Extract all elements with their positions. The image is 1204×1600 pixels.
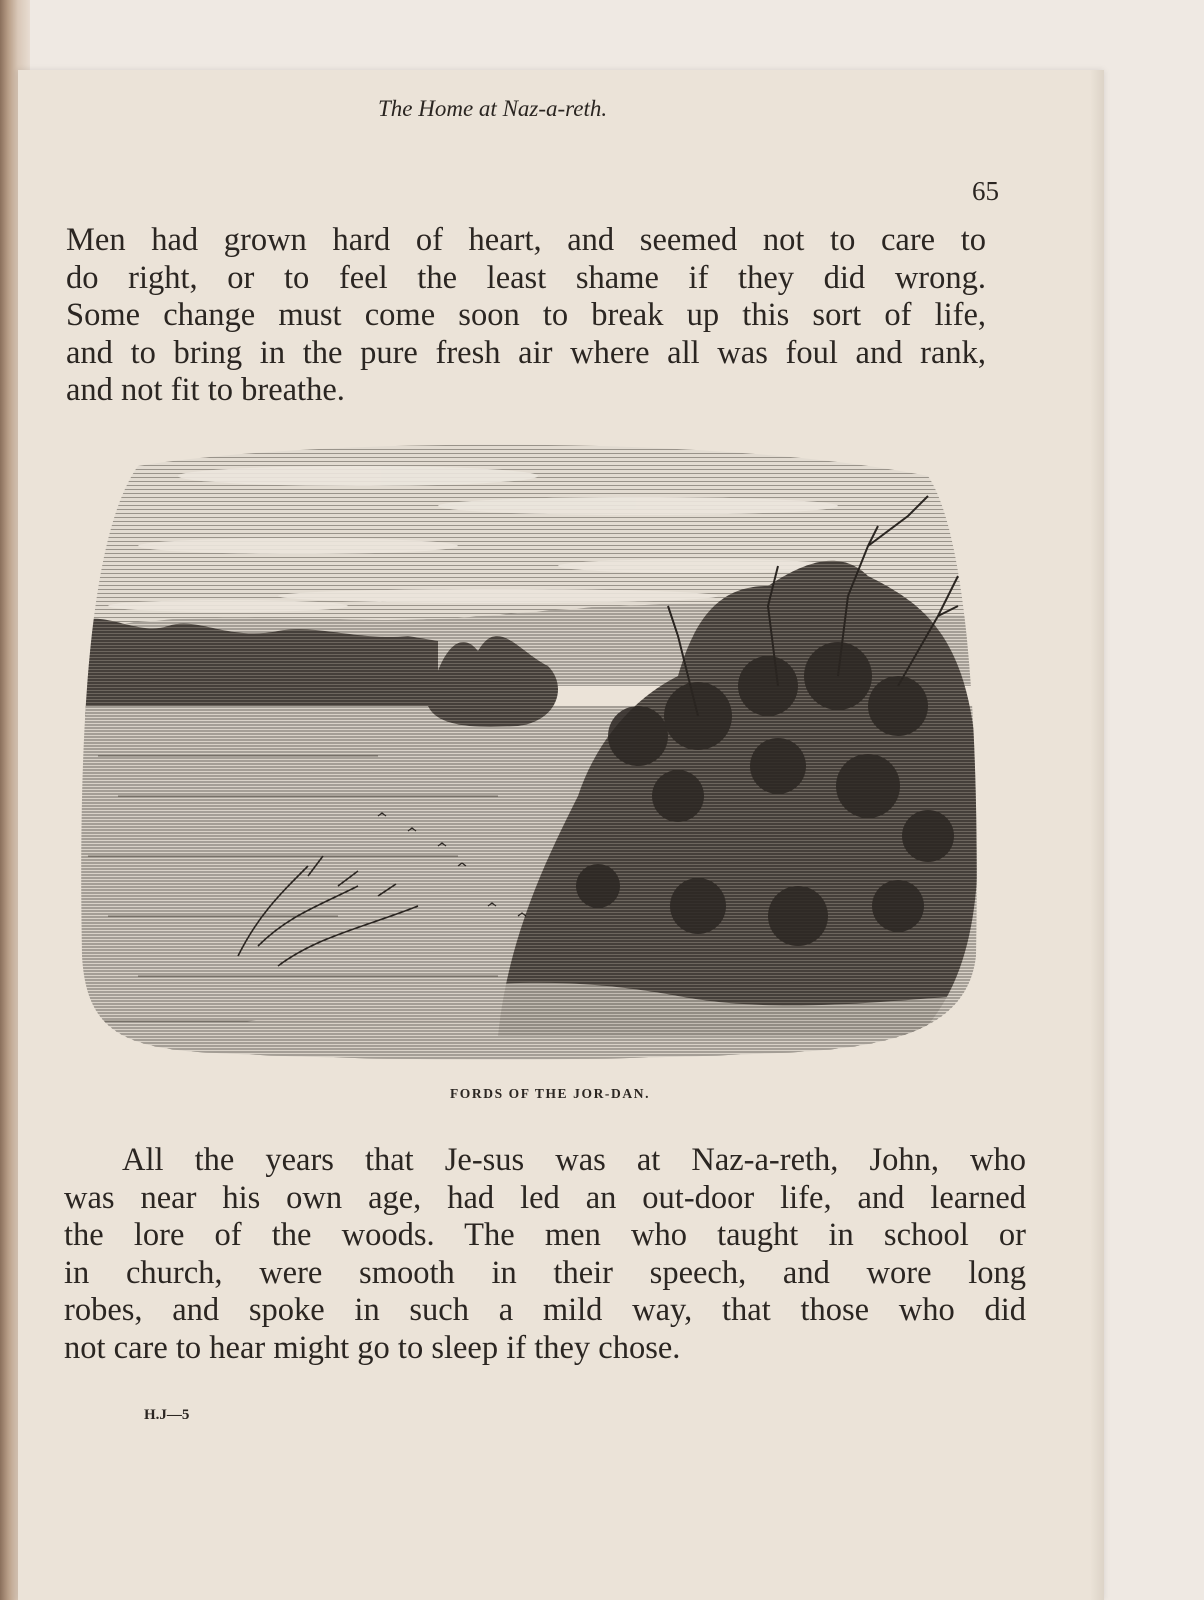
paragraph-2-line: the lore of the woods. The men who taught in school or: [64, 1217, 1026, 1253]
paragraph-2-line: not care to hear might go to sleep if they chose.: [64, 1329, 681, 1366]
running-title: The Home at Naz-a-reth.: [378, 96, 608, 121]
paragraph-2-line: was near his own age, had led an out-door life, and learned: [64, 1179, 1026, 1216]
paragraph-2: [64, 1142, 1026, 1367]
paragraph-2-line: robes, and spoke in such a mild way, that those who did: [64, 1292, 1026, 1328]
page-edge-shadow: [1090, 70, 1104, 1600]
signature-mark: H.J—5: [144, 1407, 190, 1423]
engraving-illustration: [78, 436, 980, 1062]
paragraph-1-line: Some change must come soon to break up this sort of life,: [66, 297, 986, 333]
paragraph-2-line: in church, were smooth in their speech, and wore long: [64, 1254, 1026, 1291]
illustration-caption: FORDS OF THE JOR-DAN.: [449, 1086, 651, 1101]
paragraph-1-line: Men had grown hard of heart, and seemed not to care to: [66, 222, 986, 258]
paragraph-1-line: and to bring in the pure fresh air where all was foul and rank,: [66, 334, 986, 371]
page-number: 65: [972, 176, 999, 206]
engraving-scene: [78, 436, 980, 1062]
paragraph-2-line: All the years that Je-sus was at Naz-a-reth, John, who: [122, 1142, 1026, 1178]
paragraph-1: [66, 222, 986, 410]
paragraph-1-line: and not fit to breathe.: [66, 372, 345, 408]
paragraph-1-line: do right, or to feel the least shame if they did wrong.: [66, 259, 986, 296]
